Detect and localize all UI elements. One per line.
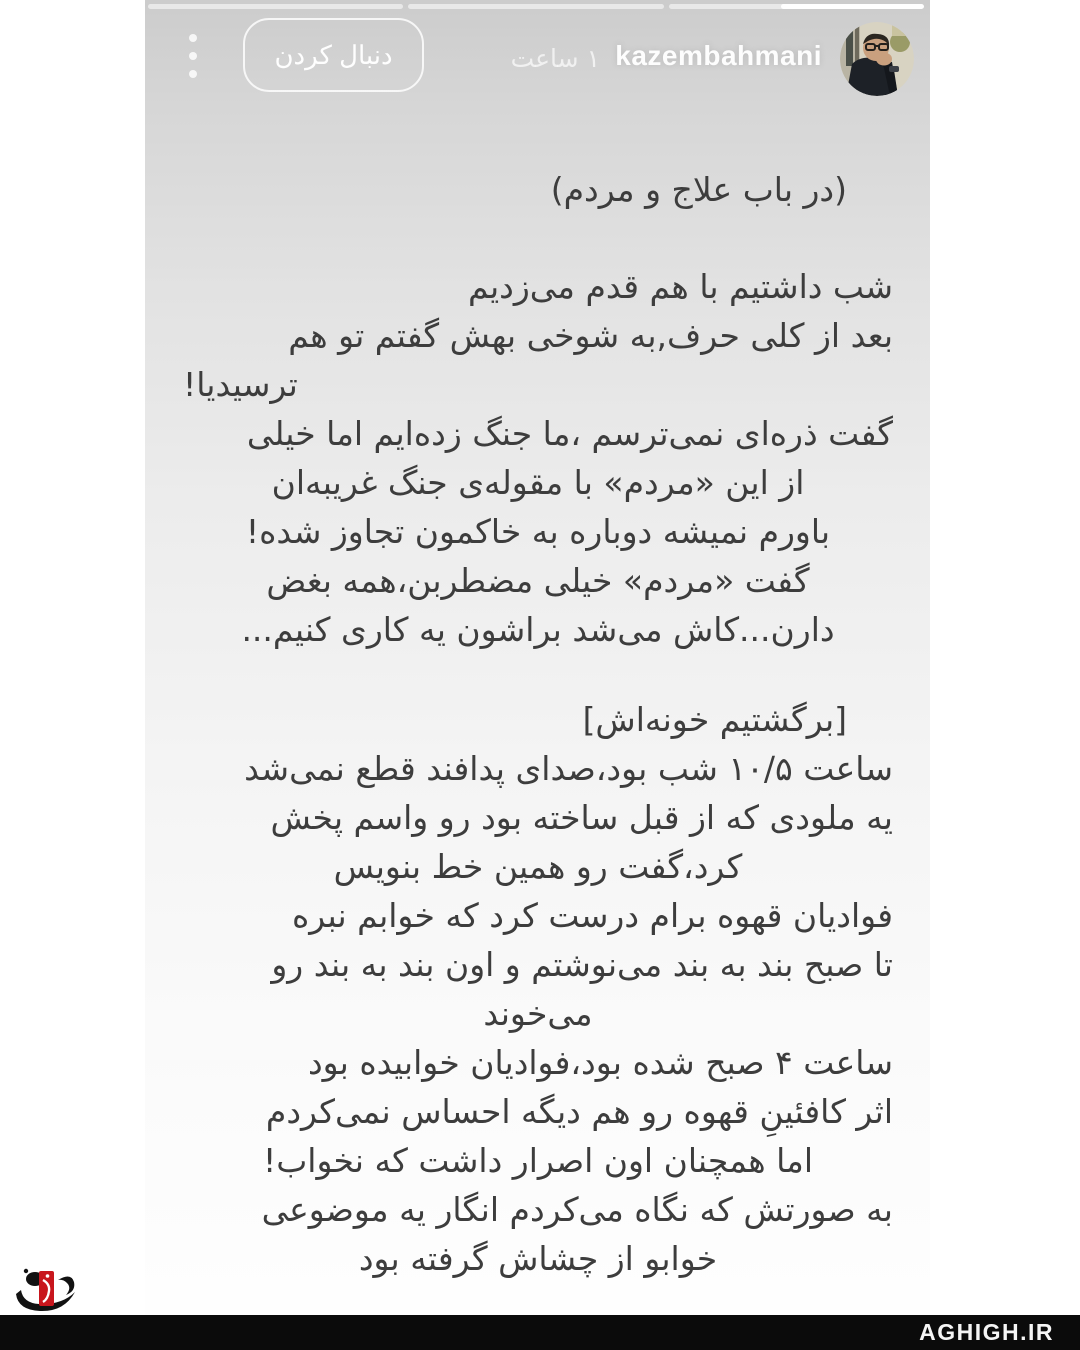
story-text-line: می‌خوند bbox=[483, 994, 593, 1033]
story-frame[interactable] bbox=[145, 0, 930, 1315]
story-text-line: شب داشتیم با هم قدم می‌زدیم bbox=[468, 267, 893, 306]
username[interactable]: kazembahmani bbox=[615, 40, 822, 71]
story-text-line: گفت «مردم» خیلی مضطربن،همه بغض bbox=[266, 561, 810, 600]
watermark-bar bbox=[0, 1315, 1080, 1350]
story-text-line: ترسیدیا! bbox=[183, 365, 298, 404]
story-text-line: اثر کافئینِ قهوه رو هم دیگه احساس نمی‌کردم bbox=[265, 1092, 893, 1131]
story-text-line: گفت ذره‌ای نمی‌ترسم ،ما جنگ زده‌ایم اما خیلی bbox=[246, 414, 893, 453]
story-text-line: دارن...کاش می‌شد براشون یه کاری کنیم... bbox=[241, 610, 835, 649]
aghigh-logo-icon bbox=[14, 1266, 78, 1316]
story-text-line: تا صبح بند به بند می‌نوشتم و اون بند به بند رو bbox=[271, 945, 893, 984]
aghigh-logo bbox=[14, 1266, 78, 1316]
story-text-line: یه ملودی که از قبل ساخته بود رو واسم پخش bbox=[270, 798, 893, 837]
story-text-line: به صورتش که نگاه می‌کردم انگار یه موضوعی bbox=[261, 1190, 893, 1229]
story-text-line: خوابو از چشاش گرفته بود bbox=[358, 1239, 718, 1278]
story-text-line: ساعت ۱۰/۵ شب بود،صدای پدافند قطع نمی‌شد bbox=[244, 749, 893, 788]
story-text-line: فوادیان قهوه برام درست کرد که خوابم نبره bbox=[291, 896, 893, 935]
story-text-line: باورم نمیشه دوباره به خاکمون تجاوز شده! bbox=[245, 512, 831, 551]
story-text-line: کرد،گفت رو همین خط بنویس bbox=[333, 847, 743, 886]
story-timestamp: ۱ ساعت bbox=[510, 44, 600, 73]
story-text bbox=[145, 0, 930, 1315]
follow-button[interactable]: دنبال کردن bbox=[243, 18, 424, 92]
story-text-line: بعد از کلی حرف,به شوخی بهش گفتم تو هم bbox=[288, 316, 893, 355]
story-text-line: (در باب علاج و مردم) bbox=[550, 170, 847, 209]
story-text-line: از این «مردم» با مقوله‌ی جنگ غریبه‌ان bbox=[271, 463, 805, 502]
story-text-line: ساعت ۴ صبح شده بود،فوادیان خوابیده بود bbox=[307, 1043, 893, 1082]
story-text-line: [برگشتیم خونه‌اش] bbox=[582, 700, 847, 739]
watermark-text: AGHIGH.IR bbox=[919, 1319, 1054, 1345]
story-text-line: اما همچنان اون اصرار داشت که نخواب! bbox=[262, 1141, 814, 1180]
